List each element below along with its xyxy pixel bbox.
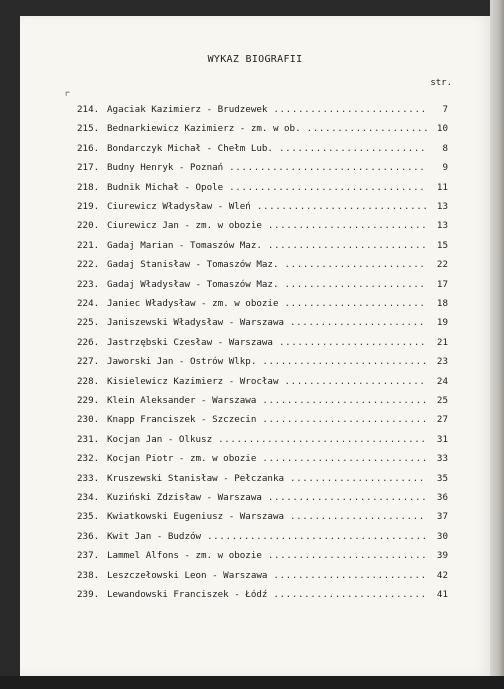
leader-dots: .......................... — [267, 550, 428, 562]
entry-page-number: 39 — [436, 550, 448, 562]
list-item — [20, 376, 490, 390]
entry-number: 227. — [77, 356, 100, 368]
leader-dots: .................................... — [207, 530, 428, 542]
entry-page-number: 30 — [436, 530, 448, 542]
entry-number: 228. — [77, 375, 100, 387]
page-edge — [490, 0, 504, 689]
entry-page-number: 31 — [436, 433, 448, 445]
scan-border — [0, 676, 504, 689]
entry-number: 218. — [77, 181, 100, 193]
entry-page-number: 23 — [436, 356, 448, 368]
list-item — [20, 123, 490, 137]
leader-dots: ....................... — [284, 259, 426, 271]
entry-page-number: 36 — [436, 492, 448, 503]
list-item — [20, 220, 490, 234]
entry-name: Kwit Jan - Budzów — [107, 530, 202, 542]
leader-dots: ....................... — [284, 375, 426, 387]
entry-page-number: 13 — [436, 220, 448, 232]
entry-name: Budny Henryk - Poznań — [107, 162, 224, 174]
entry-page-number: 18 — [436, 298, 448, 309]
entry-page-number: 10 — [436, 123, 448, 135]
entry-number: 216. — [77, 142, 100, 154]
leader-dots: ........................... — [262, 356, 428, 368]
entry-name: Ciurewicz Władysław - Wleń — [107, 201, 251, 212]
entry-name: Agaciak Kazimierz - Brudzewek — [107, 104, 268, 115]
leader-dots: ......................... — [273, 589, 427, 600]
page-column-label: str. — [430, 78, 452, 88]
entry-page-number: 11 — [436, 181, 448, 193]
entry-name: Kruszewski Stanisław - Pełczanka — [107, 472, 285, 484]
entry-name: Kocjan Jan - Olkusz — [107, 433, 213, 445]
leader-dots: .......................... — [267, 492, 428, 503]
leader-dots: ........................ — [278, 142, 427, 154]
entry-number: 231. — [77, 433, 100, 445]
entry-number: 229. — [77, 395, 100, 406]
leader-dots: ........................... — [262, 395, 428, 406]
entry-number: 221. — [77, 239, 100, 251]
leader-dots: ...................... — [290, 472, 425, 484]
entry-name: Janiszewski Władysław - Warszawa — [107, 317, 285, 329]
entry-name: Gadaj Marian - Tomaszów Maz. — [107, 239, 262, 251]
entry-name: Kuziński Zdzisław - Warszawa — [107, 492, 262, 503]
leader-dots: ......................... — [273, 569, 427, 581]
entry-number: 236. — [77, 530, 100, 542]
leader-dots: .................... — [306, 123, 430, 135]
entry-number: 232. — [77, 453, 100, 465]
list-item — [20, 143, 490, 157]
list-item — [20, 453, 490, 467]
list-item — [20, 531, 490, 545]
entry-number: 238. — [77, 569, 100, 581]
entry-page-number: 42 — [436, 569, 448, 581]
list-item — [20, 414, 490, 428]
entry-name: Klein Aleksander - Warszawa — [107, 395, 257, 406]
list-item — [20, 298, 490, 312]
entry-number: 230. — [77, 414, 100, 426]
entry-number: 215. — [77, 123, 100, 135]
list-item — [20, 589, 490, 603]
entry-name: Leszczełowski Leon - Warszawa — [107, 569, 268, 581]
entry-name: Kocjan Piotr - zm. w obozie — [107, 453, 257, 465]
entry-name: Lammel Alfons - zm. w obozie — [107, 550, 262, 562]
leader-dots: .................................. — [218, 433, 427, 445]
entry-number: 234. — [77, 492, 100, 503]
entry-name: Bednarkiewicz Kazimierz - zm. w ob. — [107, 123, 301, 135]
entry-page-number: 22 — [436, 259, 448, 271]
list-item — [20, 240, 490, 254]
entry-page-number: 27 — [436, 414, 448, 426]
list-item — [20, 473, 490, 487]
leader-dots: .......................... — [267, 239, 428, 251]
document-title: WYKAZ BIOGRAFII — [207, 54, 303, 65]
entry-page-number: 35 — [436, 472, 448, 484]
entry-name: Kwiatkowski Eugeniusz - Warszawa — [107, 511, 285, 523]
entry-page-number: 17 — [436, 278, 448, 290]
entry-number: 220. — [77, 220, 100, 232]
leader-dots: ........................ — [278, 336, 427, 348]
entry-number: 217. — [77, 162, 100, 174]
list-item — [20, 570, 490, 584]
entry-page-number: 19 — [436, 317, 448, 329]
entry-page-number: 15 — [436, 239, 448, 251]
entry-number: 233. — [77, 472, 100, 484]
entry-number: 226. — [77, 336, 100, 348]
leader-dots: ....................... — [284, 298, 426, 309]
entry-number: 223. — [77, 278, 100, 290]
entry-name: Knapp Franciszek - Szczecin — [107, 414, 257, 426]
entry-name: Lewandowski Franciszek - Łódź — [107, 589, 268, 600]
list-item — [20, 259, 490, 273]
entry-name: Gadaj Władysław - Tomaszów Maz. — [107, 278, 279, 290]
handwritten-mark-icon: ⌜ — [64, 89, 72, 103]
entry-number: 235. — [77, 511, 100, 523]
leader-dots: ................................ — [229, 181, 426, 193]
entry-name: Budnik Michał - Opole — [107, 181, 224, 193]
list-item — [20, 104, 490, 118]
entry-number: 224. — [77, 298, 100, 309]
list-item — [20, 395, 490, 409]
leader-dots: ...................... — [290, 511, 425, 523]
entry-number: 237. — [77, 550, 100, 562]
list-item — [20, 492, 490, 506]
leader-dots: ........................... — [262, 414, 428, 426]
entry-number: 222. — [77, 259, 100, 271]
entry-page-number: 41 — [436, 589, 448, 600]
list-item — [20, 317, 490, 331]
leader-dots: ................................ — [229, 162, 426, 174]
list-item — [20, 201, 490, 215]
list-item — [20, 356, 490, 370]
list-item — [20, 337, 490, 351]
leader-dots: ....................... — [284, 278, 426, 290]
list-item — [20, 511, 490, 525]
list-item — [20, 550, 490, 564]
entry-page-number: 13 — [436, 201, 448, 212]
list-item — [20, 162, 490, 176]
entry-page-number: 9 — [442, 162, 448, 174]
entry-name: Jaworski Jan - Ostrów Wlkp. — [107, 356, 257, 368]
list-item — [20, 182, 490, 196]
entry-name: Janiec Władysław - zm. w obozie — [107, 298, 279, 309]
entry-name: Bondarczyk Michał - Chełm Lub. — [107, 142, 273, 154]
document-page — [20, 16, 490, 676]
entry-number: 239. — [77, 589, 100, 600]
entry-page-number: 21 — [436, 336, 448, 348]
entry-page-number: 24 — [436, 375, 448, 387]
entry-name: Ciurewicz Jan - zm. w obozie — [107, 220, 262, 232]
leader-dots: ........................... — [262, 453, 428, 465]
entry-page-number: 37 — [436, 511, 448, 523]
list-item — [20, 434, 490, 448]
entry-page-number: 33 — [436, 453, 448, 465]
entry-number: 214. — [77, 104, 100, 115]
leader-dots: ...................... — [290, 317, 425, 329]
leader-dots: ............................ — [256, 201, 429, 212]
entry-number: 219. — [77, 201, 100, 212]
entry-name: Gadaj Stanisław - Tomaszów Maz. — [107, 259, 279, 271]
leader-dots: .......................... — [267, 220, 428, 232]
entry-page-number: 8 — [442, 142, 448, 154]
entry-number: 225. — [77, 317, 100, 329]
entry-name: Kisielewicz Kazimierz - Wrocław — [107, 375, 279, 387]
entry-page-number: 7 — [442, 104, 448, 115]
entry-page-number: 25 — [436, 395, 448, 406]
leader-dots: ......................... — [273, 104, 427, 115]
entry-name: Jastrzębski Czesław - Warszawa — [107, 336, 273, 348]
list-item — [20, 279, 490, 293]
